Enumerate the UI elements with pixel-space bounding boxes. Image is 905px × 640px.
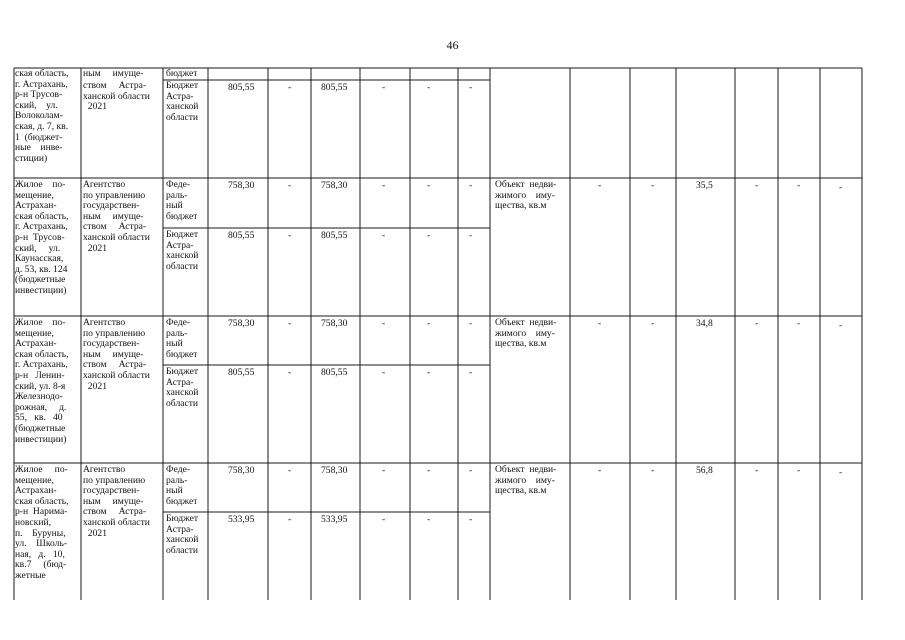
dash-cell: - [427,514,431,525]
indicator-value: 35,5 [696,180,713,191]
amount-total: 758,30 [228,465,255,476]
dash-cell: - [288,367,292,378]
dash-cell: - [469,465,473,476]
dash-cell: - [288,82,292,93]
amount-total: 758,30 [228,180,255,191]
dash-cell: - [469,367,473,378]
amount-sum: 758,30 [321,465,348,476]
dash-cell: - [755,180,759,191]
dash-cell: - [469,514,473,525]
agency-name: ством Астра- ханской области 2021 [83,81,150,113]
dash-cell: - [651,318,655,329]
amount-total: 805,55 [228,230,255,241]
budget-source: бюджет [166,69,198,79]
amount-sum: 805,55 [321,367,348,378]
dash-cell: - [651,180,655,191]
dash-cell: - [427,82,431,93]
indicator-value: 34,8 [696,318,713,329]
dash-cell: - [382,180,386,191]
dash-cell: - [598,180,602,191]
dash-cell: - [839,320,843,331]
dash-cell: - [797,180,801,191]
indicator-label: Объект недви- жимого иму- щества, кв.м [495,180,557,212]
dash-cell: - [427,318,431,329]
dash-cell: - [427,367,431,378]
dash-cell: - [755,465,759,476]
dash-cell: - [651,465,655,476]
dash-cell: - [382,230,386,241]
budget-source: Феде- раль- ный бюджет [166,318,198,360]
budget-source: Бюджет Астра- ханской области [166,367,199,409]
dash-cell: - [469,180,473,191]
agency-name: ным имуще- [83,69,144,79]
budget-source: Феде- раль- ный бюджет [166,180,198,222]
budget-source: Бюджет Астра- ханской области [166,230,199,272]
amount-total: 758,30 [228,318,255,329]
amount-sum: 533,95 [321,514,348,525]
indicator-label: Объект недви- жимого иму- щества, кв.м [495,465,557,497]
dash-cell: - [839,182,843,193]
budget-source: Феде- раль- ный бюджет [166,465,198,507]
object-address: ская область, г. Астрахань, р-н Трусов- ский, ул. Волоколам- ская, д. 7, кв. 1 (бюджет- ные инве- стиции) [15,69,69,164]
amount-total: 805,55 [228,82,255,93]
dash-cell: - [288,180,292,191]
dash-cell: - [427,180,431,191]
dash-cell: - [598,465,602,476]
amount-sum: 805,55 [321,82,348,93]
dash-cell: - [427,230,431,241]
dash-cell: - [382,367,386,378]
amount-sum: 758,30 [321,180,348,191]
dash-cell: - [755,318,759,329]
dash-cell: - [382,514,386,525]
indicator-value: 56,8 [696,465,713,476]
dash-cell: - [469,82,473,93]
dash-cell: - [797,465,801,476]
dash-cell: - [469,318,473,329]
dash-cell: - [288,514,292,525]
indicator-label: Объект недви- жимого иму- щества, кв.м [495,318,557,350]
dash-cell: - [839,467,843,478]
dash-cell: - [598,318,602,329]
dash-cell: - [469,230,473,241]
amount-total: 533,95 [228,514,255,525]
page-number: 46 [446,38,459,52]
agency-name: Агентство по управлению государствен- ным имуще- ством Астра- ханской области 2021 [83,465,150,539]
amount-sum: 758,30 [321,318,348,329]
object-address: Жилое по- мещение, Астрахан- ская область, г. Астрахань, р-н Трусов- ский, ул. Каунасская, д. 53, кв. 124 (бюджетные инвестиции) [15,180,69,296]
object-address: Жилое по- мещение, Астрахан- ская область, р-н Нарима- новский, п. Буруны, ул. Школь- ная, д. 10, кв.7 (бюд- жетные [15,465,69,581]
dash-cell: - [288,465,292,476]
budget-source: Бюджет Астра- ханской области [166,81,199,123]
amount-total: 805,55 [228,367,255,378]
dash-cell: - [797,318,801,329]
object-address: Жилое по- мещение, Астрахан- ская область, г. Астрахань, р-н Ленин- ский, ул. 8-я Железнодо- рожная, д. 55, кв. 40 (бюджетные инвестиции) [15,318,69,445]
dash-cell: - [288,318,292,329]
agency-name: Агентство по управлению государствен- ным имуще- ством Астра- ханской области 2021 [83,318,150,392]
dash-cell: - [427,465,431,476]
budget-source: Бюджет Астра- ханской области [166,514,199,556]
dash-cell: - [288,230,292,241]
dash-cell: - [382,465,386,476]
dash-cell: - [382,82,386,93]
dash-cell: - [382,318,386,329]
agency-name: Агентство по управлению государствен- ным имуще- ством Астра- ханской области 2021 [83,180,150,254]
amount-sum: 805,55 [321,230,348,241]
